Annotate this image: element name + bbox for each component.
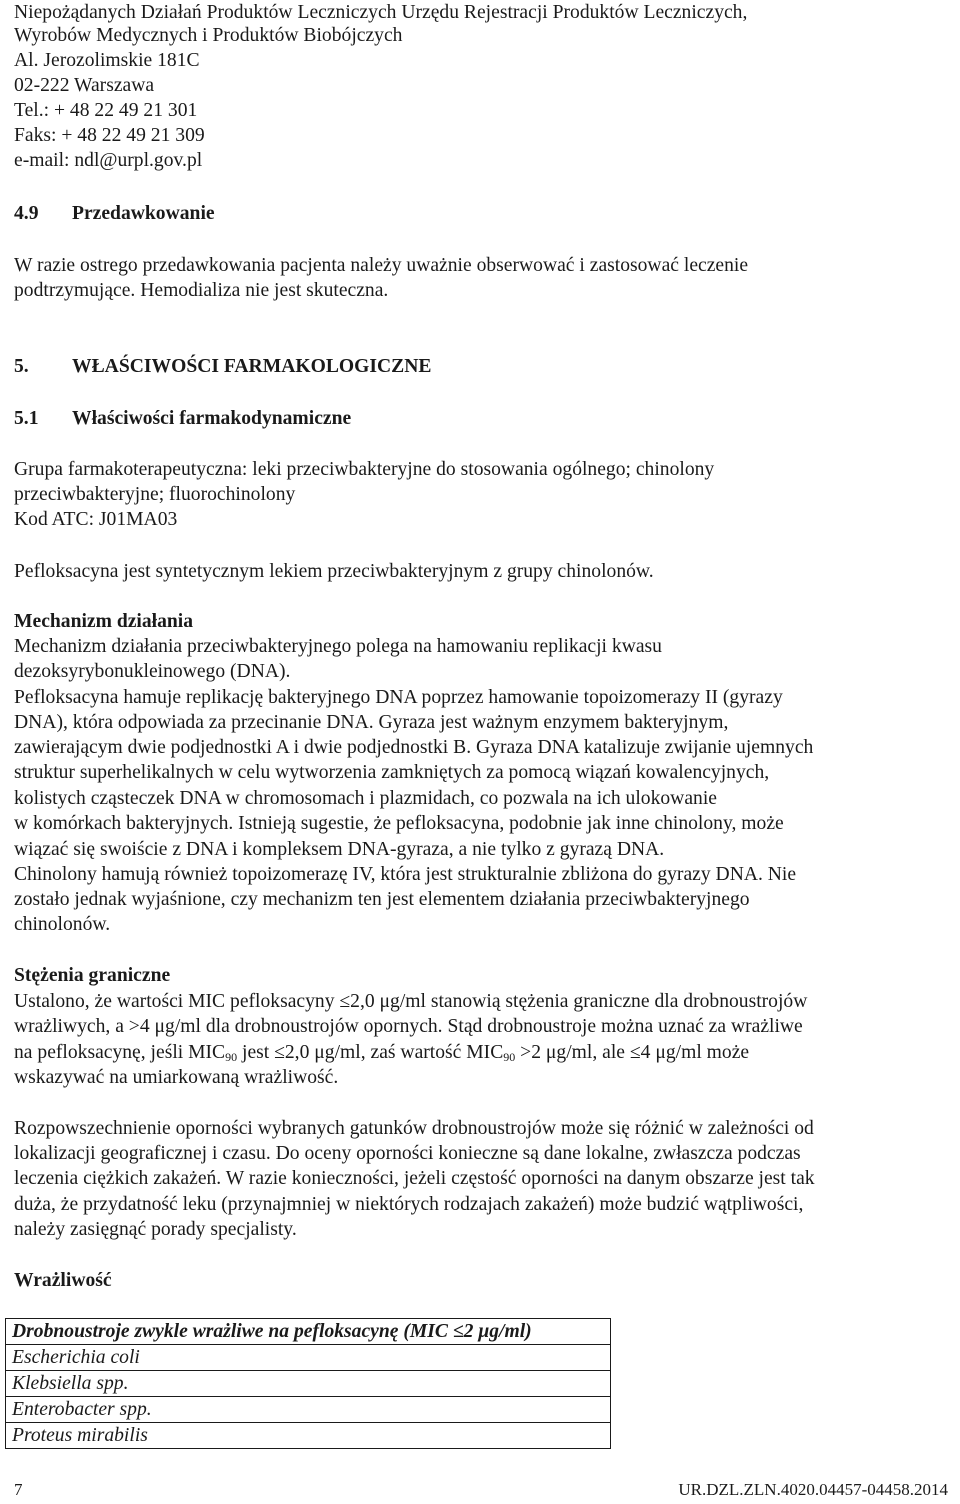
address-line: Niepożądanych Działań Produktów Leczniczych Urzędu Rejestracji Produktów Leczniczych, [14,2,748,23]
section-title: WŁAŚCIWOŚCI FARMAKOLOGICZNE [72,356,432,377]
subheading-mechanism: Mechanizm działania [14,611,194,632]
paragraph-line: wrażliwych, a >4 μg/ml dla drobnoustrojów opornych. Stąd drobnoustroje można uznać za wrażliwe [14,1016,803,1037]
paragraph-line: wskazywać na umiarkowaną wrażliwość. [14,1067,339,1088]
paragraph-line: lokalizacji geograficznej i czasu. Do oceny oporności konieczne są dane lokalne, zwłaszcza podczas [14,1143,801,1164]
address-line: 02-222 Warszawa [14,75,155,96]
paragraph-line: Chinolony hamują również topoizomerazę IV, która jest strukturalnie zbliżona do gyrazy DNA. Nie [14,864,797,885]
paragraph-line: przeciwbakteryjne; fluorochinolony [14,484,296,505]
table-row [6,1423,611,1449]
text-run: >2 μg/ml, ale ≤4 μg/ml może [515,1042,750,1063]
section-heading-5-1 [14,406,351,432]
section-title: Przedawkowanie [72,203,215,224]
address-line: Faks: + 48 22 49 21 309 [14,125,205,146]
document-reference: UR.DZL.ZLN.4020.04457-04458.2014 [678,1480,948,1499]
subheading-sensitivity: Wrażliwość [14,1270,112,1291]
paragraph-line: Ustalono, że wartości MIC pefloksacyny ≤2,0 μg/ml stanowią stężenia graniczne dla drobnoustrojów [14,991,808,1012]
address-line: Al. Jerozolimskie 181C [14,50,200,71]
paragraph-line: w komórkach bakteryjnych. Istnieją sugestie, że pefloksacyna, podobnie jak inne chinolony, może [14,813,784,834]
paragraph-line: DNA), która odpowiada za przecinanie DNA. Gyraza jest ważnym enzymem bakteryjnym, [14,712,729,733]
section-number: 5.1 [14,408,39,429]
table-row [6,1345,611,1371]
paragraph-line: zostało jednak wyjaśnione, czy mechanizm ten jest elementem działania przeciwbakteryjnego [14,889,750,910]
paragraph-line: chinolonów. [14,914,111,935]
text-run: na pefloksacynę, jeśli MIC [14,1042,226,1063]
subscript: 90 [503,1050,516,1064]
paragraph-line: Rozpowszechnienie oporności wybranych gatunków drobnoustrojów może się różnić w zależności od [14,1118,814,1139]
paragraph-line: zawierającym dwie podjednostki A i dwie podjednostki B. Gyraza DNA katalizuje zwijanie ujemnych [14,737,814,758]
section-heading-4-9 [14,201,215,227]
atc-code: Kod ATC: J01MA03 [14,509,178,530]
section-number: 5. [14,356,29,377]
paragraph-line: podtrzymujące. Hemodializa nie jest skuteczna. [14,280,389,301]
table-header-cell: Drobnoustroje zwykle wrażliwe na pefloksacynę (MIC ≤2 μg/ml) [6,1319,611,1345]
paragraph-line: Pefloksacyna jest syntetycznym lekiem przeciwbakteryjnym z grupy chinolonów. [14,561,654,582]
address-line: Tel.: + 48 22 49 21 301 [14,100,198,121]
section-number: 4.9 [14,203,39,224]
table-cell: Escherichia coli [6,1345,611,1371]
subheading-breakpoints: Stężenia graniczne [14,965,171,986]
paragraph-line: Grupa farmakoterapeutyczna: leki przeciwbakteryjne do stosowania ogólnego; chinolony [14,459,715,480]
section-heading-5 [14,354,431,380]
paragraph-line: wiązać się swoiście z DNA i kompleksem DNA-gyraza, a nie tylko z gyrazą DNA. [14,839,665,860]
address-line: Wyrobów Medycznych i Produktów Biobójczych [14,25,403,46]
paragraph-line: kolistych cząsteczek DNA w chromosomach i plazmidach, co pozwala na ich ulokowanie [14,788,717,809]
paragraph-line: leczenia ciężkich zakażeń. W razie konieczności, jeżeli częstość oporności na danym obszarze jest tak [14,1168,815,1189]
table-cell: Enterobacter spp. [6,1397,611,1423]
page-number: 7 [14,1480,23,1499]
table-header-row [6,1319,611,1345]
paragraph-line: należy zasięgnąć porady specjalisty. [14,1219,297,1240]
paragraph-line: struktur superhelikalnych w celu wytworzenia zamkniętych za pomocą wiązań kowalencyjnych, [14,762,770,783]
table-row [6,1371,611,1397]
text-run: jest ≤2,0 μg/ml, zaś wartość MIC [237,1042,504,1063]
section-title: Właściwości farmakodynamiczne [72,408,352,429]
paragraph-line: Mechanizm działania przeciwbakteryjnego polega na hamowaniu replikacji kwasu [14,636,662,657]
table-row [6,1397,611,1423]
paragraph-line: W razie ostrego przedawkowania pacjenta należy uważnie obserwować i zastosować leczenie [14,255,749,276]
paragraph-line: duża, że przydatność leku (przynajmniej w niektórych rodzajach zakażeń) może budzić wątpliwości, [14,1194,804,1215]
subscript: 90 [225,1050,238,1064]
table-cell: Klebsiella spp. [6,1371,611,1397]
paragraph-line: dezoksyrybonukleinowego (DNA). [14,661,291,682]
table-cell: Proteus mirabilis [6,1423,611,1449]
paragraph-line: Pefloksacyna hamuje replikację bakteryjnego DNA poprzez hamowanie topoizomerazy II (gyrazy [14,687,783,708]
sensitivity-table [5,1318,611,1449]
address-email: e-mail: ndl@urpl.gov.pl [14,150,203,171]
